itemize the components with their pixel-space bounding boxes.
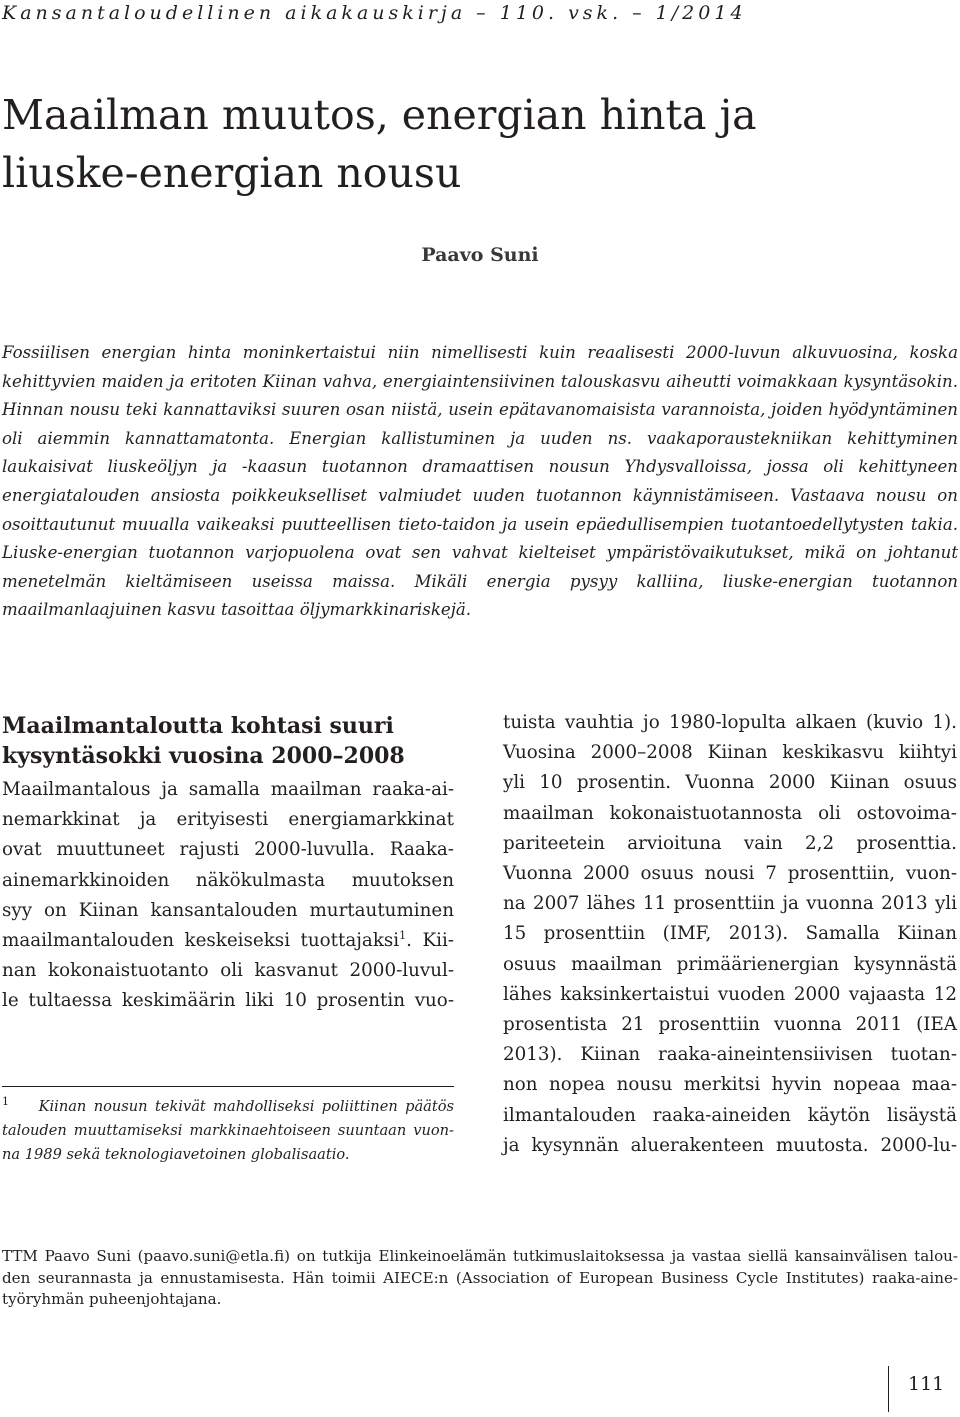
body-line: nan kokonaistuotanto oli kasvanut 2000-luvul- [2, 960, 454, 982]
body-line: tuista vauhtia jo 1980-lopulta alkaen (kuvio 1). [503, 712, 957, 733]
body-line: le tultaessa keskimäärin liki 10 prosentin vuo- [2, 990, 454, 1012]
body-line [2, 926, 454, 956]
body-line: ainemarkkinoiden näkökulmasta muutoksen [2, 869, 454, 891]
body-line: ovat muuttuneet rajusti 2000-luvulla. Raaka- [2, 839, 454, 861]
body-line: Maailmantalous ja samalla maailman raaka-ai- [2, 779, 454, 800]
article-title [2, 86, 762, 202]
body-line: syy on Kiinan kansantalouden murtautuminen [2, 899, 454, 921]
body-column-right [503, 708, 957, 1161]
footnote [2, 1095, 454, 1167]
body-line: prosentista 21 prosenttiin vuonna 2011 (IEA [503, 1014, 957, 1036]
body-text: . Kii- [406, 930, 454, 952]
author-bio-line: TTM Paavo Suni (paavo.suni@etla.fi) on tutkija Elinkeinoelämän tutkimuslaitoksessa ja vastaa siellä kansainvälisen talou- [2, 1247, 958, 1265]
title-line-1: Maailman muutos, energian hinta ja [2, 91, 757, 139]
footnote-line: talouden muuttamiseksi markkinaehtoiseen suuntaan vuon- [2, 1122, 454, 1139]
footnote-line [2, 1095, 454, 1119]
footnote-divider [2, 1086, 454, 1087]
abstract: Fossiilisen energian hinta moninkertaistui niin nimellisesti kuin reaalisesti 2000-luvun alkuvuosina, koska kehittyvien maiden ja eritoten Kiinan vahva, energiaintensiivinen talouskasvu aiheutti voimakkaan kysyntäsokin. Hinnan nousu teki kannattaviksi suuren osan niistä, usein epätavanomaisista varannoista, joiden hyödyntäminen oli aiemmin kannattamatonta. Energian kallistuminen ja uuden ns. vaakaporaustekniikan kehittyminen laukaisivat liuskeöljyn ja -kaasun tuotannon dramaattisen nousun Yhdysvalloissa, jossa oli kehittyneen energiatalouden ansiosta poikkeukselliset valmiudet uuden tuotannon käynnistämiseen. Vastaava nousu on osoittautunut muualla vaikeaksi puutteellisen tieto-taidon ja usein epäedullisempien tuotantoedellytysten takia. Liuske-energian tuotannon varjopuolena ovat sen vahvat kielteiset ympäristövaikutukset, mikä on johtanut menetelmän kieltämiseen useissa maissa. Mikäli energia pysyy kalliina, liuske-energian tuotannon maailmanlaajuinen kasvu tasoittaa öljymarkkinariskejä. [2, 343, 958, 620]
running-head: Kansantaloudellinen aikakauskirja – 110. vsk. – 1/2014 [2, 2, 747, 24]
body-line: lähes kaksinkertaistui vuoden 2000 vajaasta 12 [503, 983, 957, 1005]
body-line: ja kysynnän aluerakenteen muutosta. 2000-lu- [503, 1134, 957, 1156]
section-heading [2, 711, 462, 771]
body-line: ilmantalouden raaka-aineiden käytön lisäystä [503, 1104, 957, 1126]
body-line: non nopea nousu merkitsi hyvin nopeaa maa- [503, 1074, 957, 1096]
page-number: 111 [908, 1373, 945, 1395]
section-heading-line-2: kysyntäsokki vuosina 2000–2008 [2, 743, 405, 769]
author-bio [2, 1246, 958, 1311]
body-line: pariteetein arvioituna vain 2,2 prosenttia. [503, 832, 957, 854]
footnote-marker: 1 [2, 1095, 9, 1109]
footnote-line: na 1989 sekä teknologiavetoinen globalisaatio. [2, 1146, 350, 1163]
body-line: Vuonna 2000 osuus nousi 7 prosenttiin, vuon- [503, 863, 957, 885]
body-line: na 2007 lähes 11 prosenttiin ja vuonna 2013 yli [503, 893, 957, 915]
body-line: osuus maailman primäärienergian kysynnästä [503, 953, 957, 975]
body-line: 2013). Kiinan raaka-aineintensiivisen tuotan- [503, 1044, 957, 1066]
section-heading-line-1: Maailmantaloutta kohtasi suuri [2, 713, 394, 739]
body-line: 15 prosenttiin (IMF, 2013). Samalla Kiinan [503, 923, 957, 945]
author-name: Paavo Suni [421, 244, 539, 266]
body-line: nemarkkinat ja erityisesti energiamarkkinat [2, 809, 454, 831]
footnote-reference[interactable]: 1 [399, 928, 407, 942]
body-text: maailmantalouden keskeiseksi tuottajaksi [2, 930, 400, 952]
body-line: yli 10 prosentin. Vuonna 2000 Kiinan osuus [503, 772, 957, 794]
title-line-2: liuske-energian nousu [2, 149, 462, 197]
body-line: maailman kokonaistuotannosta oli ostovoima- [503, 802, 957, 824]
body-column-left [2, 775, 454, 1017]
author-bio-line: työryhmän puheenjohtajana. [2, 1290, 222, 1308]
author-bio-line: den seurannasta ja ennustamisesta. Hän toimii AIECE:n (Association of European Business Cycle Institutes) raaka-aine- [2, 1268, 958, 1287]
page-number-divider [888, 1366, 889, 1412]
footnote-text: Kiinan nousun tekivät mahdolliseksi poliittinen päätös [38, 1098, 454, 1115]
body-line: Vuosina 2000–2008 Kiinan keskikasvu kiihtyi [503, 742, 957, 764]
